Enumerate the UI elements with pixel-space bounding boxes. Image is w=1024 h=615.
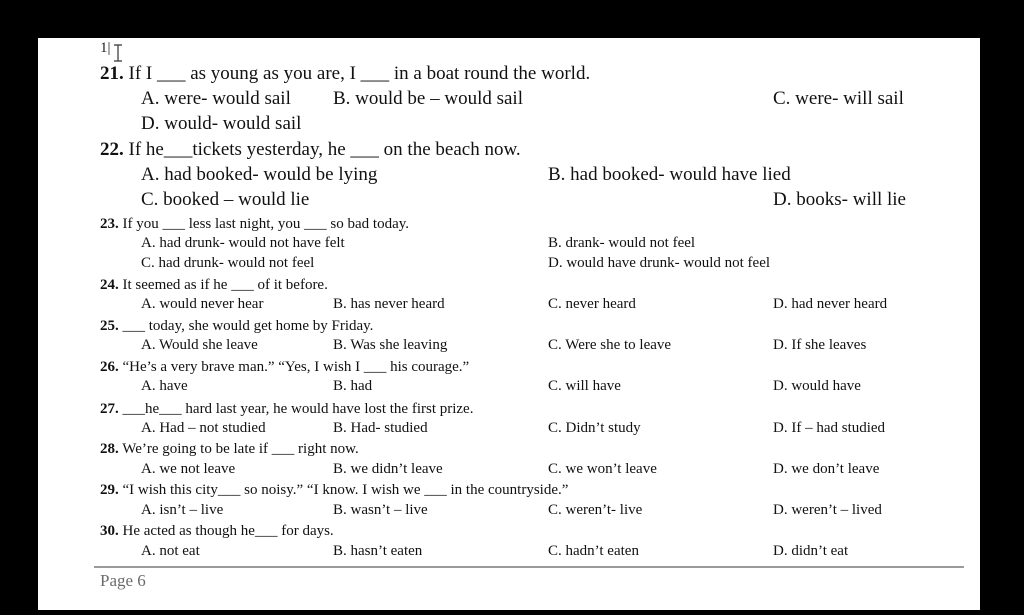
footer-divider [94, 566, 964, 568]
option-27-b[interactable]: B. Had- studied [333, 420, 428, 436]
option-23-d[interactable]: D. would have drunk- would not feel [548, 255, 771, 271]
option-22-a[interactable]: A. had booked- would be lying [141, 164, 378, 185]
option-24-c[interactable]: C. never heard [548, 296, 636, 312]
option-25-b[interactable]: B. Was she leaving [333, 337, 448, 353]
option-25-c[interactable]: C. Were she to leave [548, 337, 672, 353]
option-28-a[interactable]: A. we not leave [141, 461, 236, 477]
question-26-stem: 26. “He’s a very brave man.” “Yes, I wish I ___ his courage.” [100, 359, 470, 375]
option-21-b[interactable]: B. would be – would sail [333, 88, 523, 109]
option-30-b[interactable]: B. hasn’t eaten [333, 543, 423, 559]
question-22-stem: 22. If he___tickets yesterday, he ___ on the beach now. [100, 139, 521, 160]
question-28-stem: 28. We’re going to be late if ___ right now. [100, 441, 359, 457]
question-29-stem: 29. “I wish this city___ so noisy.” “I know. I wish we ___ in the countryside.” [100, 482, 569, 498]
option-29-d[interactable]: D. weren’t – lived [773, 502, 882, 518]
option-28-c[interactable]: C. we won’t leave [548, 461, 657, 477]
option-24-a[interactable]: A. would never hear [141, 296, 264, 312]
option-29-a[interactable]: A. isn’t – live [141, 502, 224, 518]
option-30-d[interactable]: D. didn’t eat [773, 543, 849, 559]
option-22-c[interactable]: C. booked – would lie [141, 189, 310, 210]
question-24-stem: 24. It seemed as if he ___ of it before. [100, 277, 328, 293]
question-25-stem: 25. ___ today, she would get home by Friday. [100, 318, 374, 334]
option-21-a[interactable]: A. were- would sail [141, 88, 291, 109]
option-24-b[interactable]: B. has never heard [333, 296, 445, 312]
option-21-c[interactable]: C. were- will sail [773, 88, 904, 109]
question-30-stem: 30. He acted as though he___ for days. [100, 523, 334, 539]
option-23-a[interactable]: A. had drunk- would not have felt [141, 235, 345, 251]
document-page [38, 38, 980, 610]
option-21-d[interactable]: D. would- would sail [141, 113, 302, 134]
question-21-stem: 21. If I ___ as young as you are, I ___ in a boat round the world. [100, 63, 591, 84]
option-26-d[interactable]: D. would have [773, 378, 861, 394]
question-27-stem: 27. ___he___ hard last year, he would have lost the first prize. [100, 401, 474, 417]
page-number-footer: Page 6 [100, 571, 146, 590]
option-22-b[interactable]: B. had booked- would have lied [548, 164, 791, 185]
option-24-d[interactable]: D. had never heard [773, 296, 888, 312]
option-26-b[interactable]: B. had [333, 378, 373, 394]
question-23-stem: 23. If you ___ less last night, you ___ so bad today. [100, 216, 410, 232]
option-25-d[interactable]: D. If she leaves [773, 337, 867, 353]
option-28-b[interactable]: B. we didn’t leave [333, 461, 443, 477]
option-22-d[interactable]: D. books- will lie [773, 189, 906, 210]
option-28-d[interactable]: D. we don’t leave [773, 461, 880, 477]
option-29-c[interactable]: C. weren’t- live [548, 502, 643, 518]
option-30-a[interactable]: A. not eat [141, 543, 200, 559]
option-23-b[interactable]: B. drank- would not feel [548, 235, 696, 251]
i-beam-cursor-icon [113, 44, 123, 62]
option-30-c[interactable]: C. hadn’t eaten [548, 543, 639, 559]
option-27-c[interactable]: C. Didn’t study [548, 420, 641, 436]
option-25-a[interactable]: A. Would she leave [141, 337, 258, 353]
option-26-a[interactable]: A. have [141, 378, 188, 394]
option-27-a[interactable]: A. Had – not studied [141, 420, 266, 436]
option-26-c[interactable]: C. will have [548, 378, 621, 394]
option-29-b[interactable]: B. wasn’t – live [333, 502, 428, 518]
option-27-d[interactable]: D. If – had studied [773, 420, 886, 436]
option-23-c[interactable]: C. had drunk- would not feel [141, 255, 315, 271]
text-cursor: 1| [100, 40, 111, 56]
